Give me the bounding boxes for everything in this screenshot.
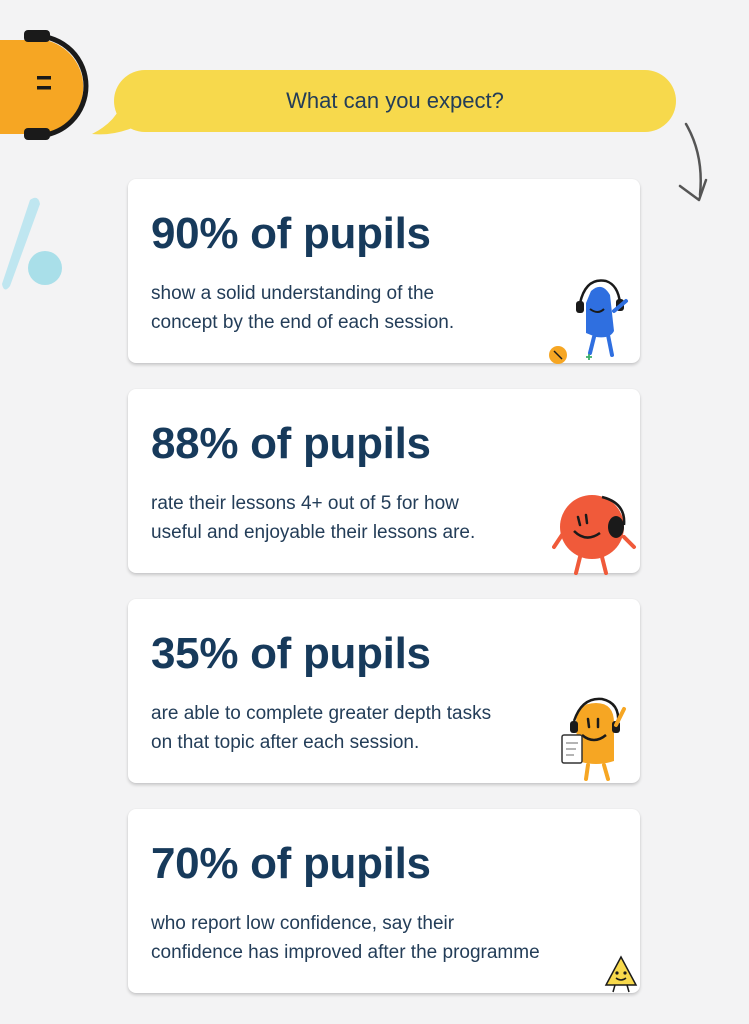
stat-heading: 70% of pupils (151, 839, 431, 888)
curved-arrow-icon (670, 120, 715, 215)
stat-description-line: are able to complete greater depth tasks (151, 703, 492, 724)
stat-heading: 35% of pupils (151, 629, 431, 678)
decorative-shapes (0, 190, 70, 300)
stat-description (151, 909, 621, 967)
stat-heading: 88% of pupils (151, 419, 431, 468)
stat-description-line: concept by the end of each session. (151, 312, 455, 333)
stat-card (128, 809, 640, 993)
yellow-mascot-clipboard-icon (552, 695, 636, 783)
stat-description-line: who report low confidence, say their (151, 913, 455, 934)
stat-description (151, 279, 551, 337)
stat-description (151, 699, 551, 757)
stat-card (128, 599, 640, 783)
stat-heading: 90% of pupils (151, 209, 431, 258)
stat-description (151, 489, 551, 547)
stat-description-line: rate their lessons 4+ out of 5 for how (151, 493, 459, 514)
stat-description-line: useful and enjoyable their lessons are. (151, 522, 476, 543)
bubble-title: What can you expect? (286, 88, 504, 113)
stat-description-line: confidence has improved after the programme (151, 942, 540, 963)
stat-card (128, 179, 640, 363)
blue-mascot-icon (546, 273, 638, 365)
stat-card (128, 389, 640, 573)
yellow-triangle-mascot-icon (604, 953, 638, 993)
stat-description-line: on that topic after each session. (151, 732, 420, 753)
stat-description-line: show a solid understanding of the (151, 283, 435, 304)
orange-mascot-icon (552, 485, 638, 575)
speech-bubble (114, 70, 676, 132)
